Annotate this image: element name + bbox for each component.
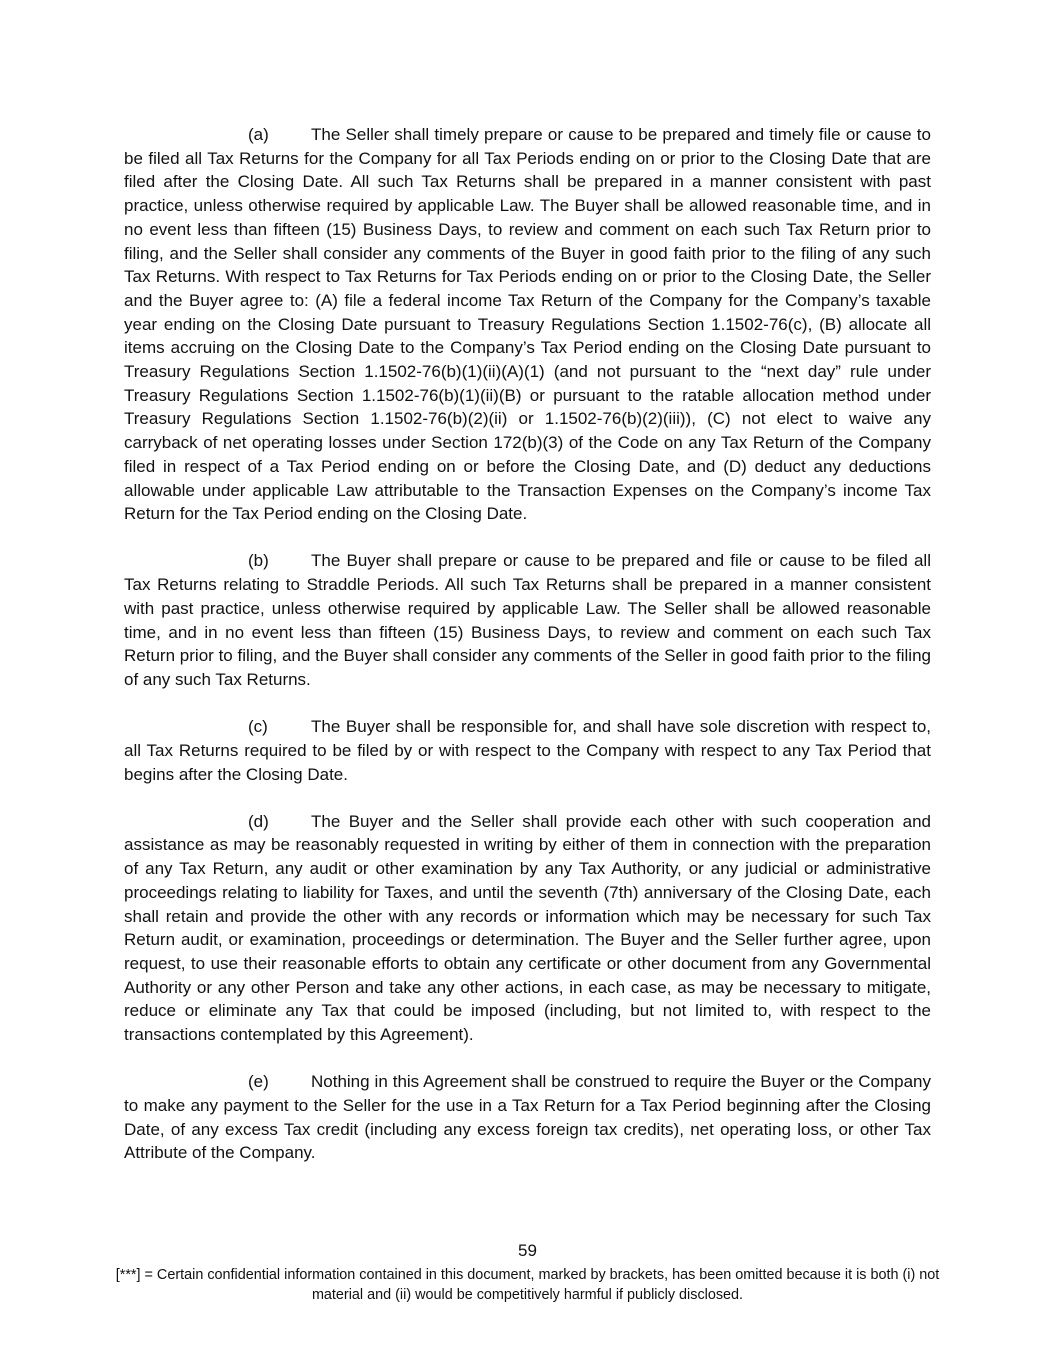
page-footer [110, 1240, 945, 1305]
paragraph-e [124, 1070, 931, 1165]
paragraph-label: (b) [248, 551, 269, 571]
paragraph-text: Nothing in this Agreement shall be construed to require the Buyer or the Company to make any payment to the Seller for the use in a Tax Return for a Tax Period beginning after the Closing Date, of any excess Tax credit (including any excess foreign tax credits), net operating loss, or other Tax Attribute of the Company. [124, 1072, 931, 1163]
paragraph-label: (d) [248, 811, 269, 831]
paragraph-b [124, 549, 931, 691]
paragraph-label: (c) [248, 717, 268, 737]
paragraph-label: (a) [248, 125, 269, 144]
paragraph-c [124, 715, 931, 786]
paragraph-text: The Seller shall timely prepare or cause to be prepared and timely file or cause to be filed all Tax Returns for the Company for all Tax Periods ending on or prior to the Closing Date that are filed after the Closing Date. All such Tax Returns shall be prepared in a manner consistent with past practice, unless otherwise required by applicable Law. The Buyer shall be allowed reasonable time, and in no event less than fifteen (15) Business Days, to review and comment on each such Tax Return prior to filing, and the Seller shall consider any comments of the Buyer in good faith prior to the filing of any such Tax Returns. With respect to Tax Returns for Tax Periods ending on or prior to the Closing Date, the Seller and the Buyer agree to: (A) file a federal income Tax Return of the Company for the Company’s taxable year ending on the Closing Date pursuant to Treasury Regulations Section 1.1502-76(c), (B) allocate all items accruing on the Closing Date to the Company’s Tax Period ending on the Closing Date pursuant to Treasury Regulations Section 1.1502-76(b)(1)(ii)(A)(1) (and not pursuant to the “next day” rule under Treasury Regulations Section 1.1502-76(b)(1)(ii)(B) or pursuant to the ratable allocation method under Treasury Regulations Section 1.1502-76(b)(2)(ii) or 1.1502-76(b)(2)(iii)), (C) not elect to waive any carryback of net operating losses under Section 172(b)(3) of the Code on any Tax Return of the Company filed in respect of a Tax Period ending on or before the Closing Date, and (D) deduct any deductions allowable under applicable Law attributable to the Transaction Expenses on the Company’s income Tax Return for the Tax Period ending on the Closing Date. [124, 125, 931, 524]
page-number: 59 [518, 1241, 537, 1260]
document-body [124, 123, 931, 1189]
paragraph-a [124, 123, 931, 526]
paragraph-text: The Buyer shall be responsible for, and shall have sole discretion with respect to, all Tax Returns required to be filed by or with respect to the Company with respect to any Tax Period that begins after the Closing Date. [124, 717, 931, 784]
confidential-notice: [***] = Certain confidential information contained in this document, marked by brackets, has been omitted because it is both (i) not material and (ii) would be competitively harmful if publicly disclosed. [115, 1267, 940, 1303]
paragraph-label: (e) [248, 1072, 269, 1092]
paragraph-text: The Buyer and the Seller shall provide each other with such cooperation and assistance as may be reasonably requested in writing by either of them in connection with the preparation of any Tax Return, any audit or other examination by any Tax Authority, or any judicial or administrative proceedings relating to liability for Taxes, and until the seventh (7th) anniversary of the Closing Date, each shall retain and provide the other with any records or information which may be necessary for such Tax Return audit, or examination, proceedings or determination. The Buyer and the Seller further agree, upon request, to use their reasonable efforts to obtain any certificate or other document from any Governmental Authority or any other Person and take any other actions, in each case, as may be necessary to mitigate, reduce or eliminate any Tax that could be imposed (including, but not limited to, with respect to the transactions contemplated by this Agreement). [124, 811, 931, 1045]
paragraph-text: The Buyer shall prepare or cause to be prepared and file or cause to be filed all Tax Returns relating to Straddle Periods. All such Tax Returns shall be prepared in a manner consistent with past practice, unless otherwise required by applicable Law. The Seller shall be allowed reasonable time, and in no event less than fifteen (15) Business Days, to review and comment on each such Tax Return prior to filing, and the Buyer shall consider any comments of the Seller in good faith prior to the filing of any such Tax Returns. [124, 551, 931, 689]
paragraph-d [124, 810, 931, 1047]
